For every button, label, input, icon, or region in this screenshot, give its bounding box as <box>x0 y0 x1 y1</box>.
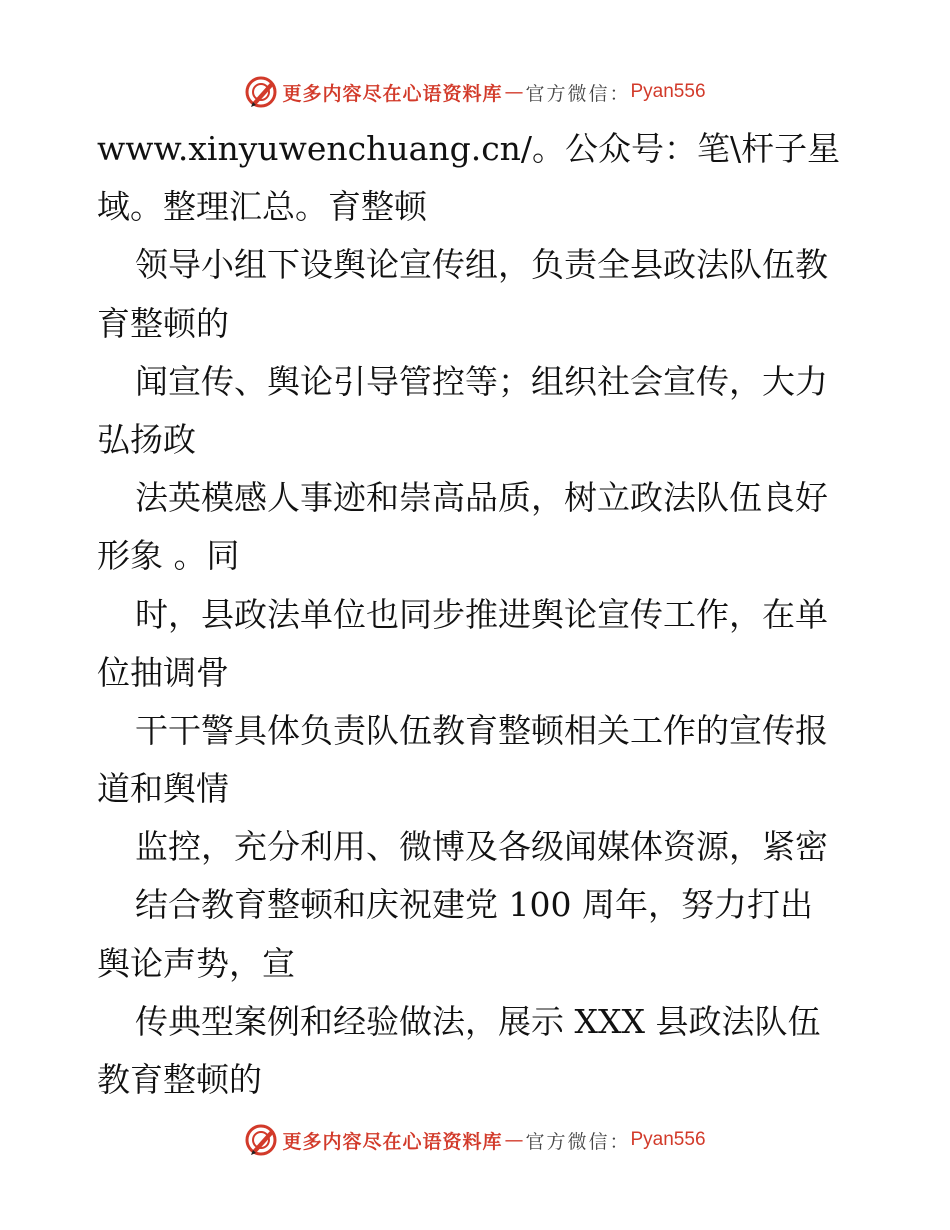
text-line: 位抽调骨 <box>97 652 229 692</box>
banner-main-text: 更多内容尽在心语资料库 <box>282 1130 503 1153</box>
text-line: 领导小组下设舆论宣传组，负责全县政法队伍教 <box>135 245 828 285</box>
text-line: 干干警具体负责队伍教育整顿相关工作的宣传报 <box>135 710 828 750</box>
text-line: 教育整顿的 <box>97 1060 262 1099</box>
text-line: 结合教育整顿和庆祝建党 100 周年，努力打出 <box>135 885 813 925</box>
text-line: www.xinyuwenchuang.cn/。公众号：笔\杆子星 <box>97 129 841 168</box>
text-line: 舆论声势，宣 <box>97 943 295 983</box>
banner-dash: — <box>504 81 524 103</box>
text-line: 法英模感人事迹和崇高品质，树立政法队伍良好 <box>135 478 828 518</box>
pen-logo-icon <box>244 75 278 109</box>
document-body <box>97 120 857 1109</box>
text-line: 传典型案例和经验做法，展示 XXX 县政法队伍 <box>135 1001 821 1041</box>
text-line: 形象 。同 <box>97 536 240 576</box>
text-line: 道和舆情 <box>97 769 229 809</box>
header-banner <box>0 72 950 112</box>
text-line: 闻宣传、舆论引导管控等；组织社会宣传，大力 <box>135 361 828 401</box>
banner-dash: — <box>504 1129 524 1151</box>
banner-wechat-id: Pyan556 <box>630 81 706 102</box>
pen-logo-icon <box>244 1123 278 1157</box>
banner-main-text: 更多内容尽在心语资料库 <box>282 82 503 105</box>
text-line: 域。整理汇总。育整顿 <box>97 187 427 227</box>
banner-wechat-id: Pyan556 <box>630 1129 706 1150</box>
banner-official-label: 官方微信： <box>525 82 631 105</box>
footer-banner <box>0 1120 950 1160</box>
text-line: 育整顿的 <box>97 303 229 343</box>
text-line: 监控，充分利用、微博及各级闻媒体资源，紧密 <box>135 827 828 867</box>
text-line: 时，县政法单位也同步推进舆论宣传工作，在单 <box>135 594 828 634</box>
text-line: 弘扬政 <box>97 419 196 459</box>
banner-official-label: 官方微信： <box>525 1130 631 1153</box>
